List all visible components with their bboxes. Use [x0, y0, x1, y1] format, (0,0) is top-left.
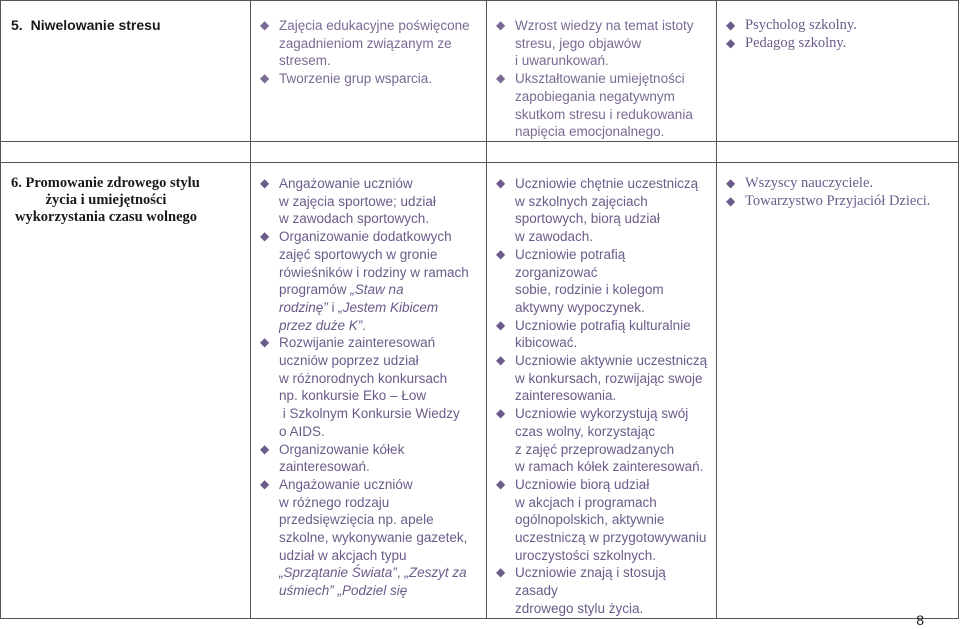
diamond-bullet-icon: ◆ [496, 71, 506, 86]
diamond-bullet-icon: ◆ [260, 441, 270, 456]
diamond-bullet-icon: ◆ [260, 335, 270, 350]
responsible-cell-6 [717, 163, 959, 619]
list-item: ◆ Rozwijanie zainteresowań uczniów poprzez udział w różnorodnych konkursach np. konkursie Eko – Łow i Szkolnym Konkursie Wiedzy o AIDS. [260, 335, 460, 439]
diamond-bullet-icon: ◆ [260, 476, 270, 491]
list-item: ◆ Angażowanie uczniów w różnego rodzaju przedsięwzięcia np. apele szkolne, wykonywanie gazetek, udział w akcjach typu „Sprzątanie Świata”, „Zeszyt za uśmiech” „Podziel się [260, 476, 468, 599]
diamond-bullet-icon: ◆ [496, 406, 506, 421]
diamond-bullet-icon: ◆ [726, 176, 736, 190]
outcomes-list [487, 1, 716, 141]
list-item: ◆ Uczniowie chętnie uczestniczą w szkolnych zajęciach sportowych, biorą udział w zawodach. [496, 176, 699, 245]
diamond-bullet-icon: ◆ [496, 353, 506, 368]
list-item: ◆ Organizowanie dodatkowych zajęć sportowych w gronie rówieśników i rodziny w ramach programów „Staw na rodzinę” i „Jestem Kibicem przez duże K”. [260, 229, 469, 333]
diamond-bullet-icon: ◆ [496, 246, 506, 261]
page-number: 8 [916, 612, 924, 628]
outcomes-cell-5 [487, 1, 717, 142]
task-number: 5. [11, 17, 23, 33]
list-item: ◆ Uczniowie potrafią zorganizować sobie, rodzinie i kolegom aktywny wypoczynek. [496, 246, 664, 315]
list-item: ◆ Uczniowie wykorzystują swój czas wolny, korzystając z zajęć przeprowadzanych w ramach kółek zainteresowań. [496, 406, 704, 475]
activities-list [251, 163, 486, 600]
task-number: 6. [11, 175, 22, 191]
responsible-list [717, 163, 958, 210]
list-item: ◆ Uczniowie znają i stosują zasady zdrowego stylu życia. [496, 565, 666, 616]
list-item: ◆ Wzrost wiedzy na temat istoty stresu, jego objawów i uwarunkowań. [496, 18, 694, 69]
diamond-bullet-icon: ◆ [260, 18, 270, 32]
outcomes-cell-6 [487, 163, 717, 619]
list-item: ◆ Tworzenie grup wsparcia. [260, 71, 433, 87]
row-gap [1, 142, 959, 163]
diamond-bullet-icon: ◆ [260, 229, 270, 244]
activities-list [251, 1, 486, 88]
task-title-6: 6. Promowanie zdrowego stylu życia i umiejętności wykorzystania czasu wolnego [11, 175, 200, 225]
list-item: ◆ Pedagog szkolny. [726, 34, 847, 51]
table-row-6 [1, 163, 959, 619]
diamond-bullet-icon: ◆ [726, 35, 736, 50]
diamond-bullet-icon: ◆ [260, 71, 270, 86]
list-item: ◆ Ukształtowanie umiejętności zapobiegania negatywnym skutkom stresu i redukowania napięcia emocjonalnego. [496, 71, 693, 140]
list-item: ◆ Angażowanie uczniów w zajęcia sportowe; udział w zawodach sportowych. [260, 176, 436, 227]
task-title-5 [1, 1, 250, 34]
list-item: ◆ Uczniowie aktywnie uczestniczą w konkursach, rozwijając swoje zainteresowania. [496, 353, 708, 404]
list-item: ◆ Towarzystwo Przyjaciół Dzieci. [726, 192, 931, 209]
diamond-bullet-icon: ◆ [496, 476, 506, 491]
diamond-bullet-icon: ◆ [496, 176, 506, 190]
task-cell-5 [1, 1, 251, 142]
diamond-bullet-icon: ◆ [496, 18, 506, 32]
responsible-cell-5 [717, 1, 959, 142]
list-item: ◆ Psycholog szkolny. [726, 17, 857, 33]
list-item: ◆ Organizowanie kółek zainteresowań. [260, 441, 405, 475]
diamond-bullet-icon: ◆ [726, 193, 736, 208]
activities-cell-6 [251, 163, 487, 619]
diamond-bullet-icon: ◆ [260, 176, 270, 190]
task-cell-6 [1, 163, 251, 619]
activities-cell-5 [251, 1, 487, 142]
diamond-bullet-icon: ◆ [726, 18, 736, 32]
outcomes-list [487, 163, 716, 618]
list-item: ◆ Zajęcia edukacyjne poświęcone zagadnieniom związanym ze stresem. [260, 18, 470, 69]
responsible-list [717, 1, 958, 52]
task-name: Niwelowanie stresu [30, 17, 161, 33]
diamond-bullet-icon: ◆ [496, 565, 506, 580]
list-item: ◆ Uczniowie potrafią kulturalnie kibicować. [496, 317, 691, 351]
list-item: ◆ Wszyscy nauczyciele. [726, 175, 874, 191]
diamond-bullet-icon: ◆ [496, 317, 506, 332]
list-item: ◆ Uczniowie biorą udział w akcjach i programach ogólnopolskich, aktywnie uczestniczą w przygotowywaniu uroczystości szkolnych. [496, 476, 707, 563]
table-row-5 [1, 1, 959, 142]
